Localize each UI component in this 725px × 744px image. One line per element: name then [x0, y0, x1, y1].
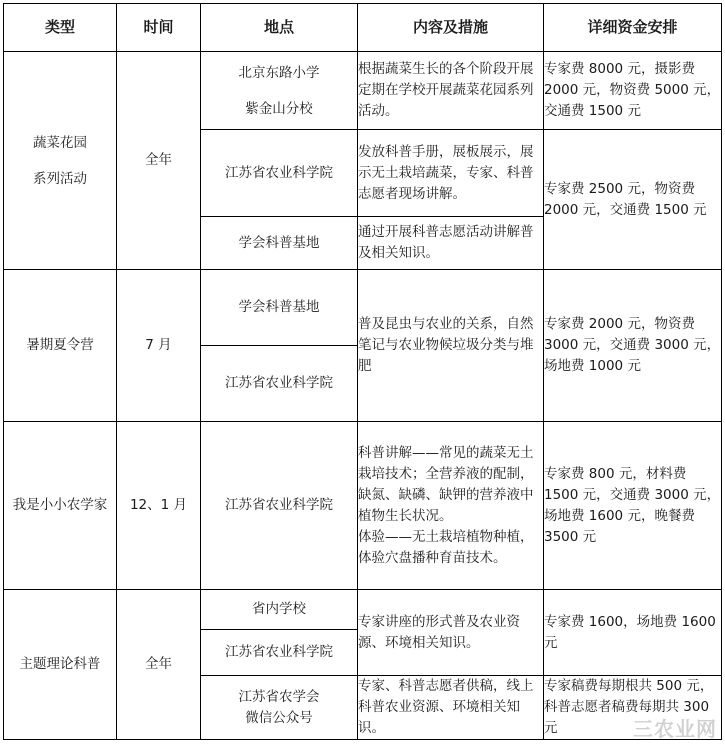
- header-type: 类型: [4, 4, 117, 52]
- time-cell: 7 月: [117, 270, 201, 422]
- table-row: [4, 590, 722, 630]
- header-time: 时间: [117, 4, 201, 52]
- funding-cell: 专家费 2500 元，物资费 2000 元，交通费 1500 元: [544, 130, 722, 270]
- location-cell: 江苏省农学会 微信公众号: [201, 676, 358, 740]
- location-cell: 江苏省农业科学院: [201, 422, 358, 590]
- table-row: [4, 270, 722, 346]
- table-row: [4, 52, 722, 130]
- funding-cell: 专家费 8000 元，摄影费 2000 元，物资费 5000 元，交通费 1500 元: [544, 52, 722, 130]
- location-cell: 北京东路小学 紫金山分校: [201, 52, 358, 130]
- content-cell: 发放科普手册，展板展示，展示无土栽培蔬菜，专家、科普志愿者现场讲解。: [358, 130, 544, 217]
- time-cell: 12、1 月: [117, 422, 201, 590]
- time-cell: 全年: [117, 590, 201, 740]
- type-cell: 主题理论科普: [4, 590, 117, 740]
- funding-cell: 专家费 1600，场地费 1600 元: [544, 590, 722, 676]
- funding-table: [3, 3, 722, 740]
- header-location: 地点: [201, 4, 358, 52]
- header-content: 内容及措施: [358, 4, 544, 52]
- location-cell: 学会科普基地: [201, 270, 358, 346]
- location-cell: 江苏省农业科学院: [201, 630, 358, 676]
- funding-cell: 专家稿费每期根共 500 元，科普志愿者稿费每期共 300 元: [544, 676, 722, 740]
- content-cell: 科普讲解——常见的蔬菜无土栽培技术；全营养液的配制，缺氮、缺磷、缺钾的营养液中植物生长状况。 体验——无土栽培植物种植，体验穴盘播种育苗技术。: [358, 422, 544, 590]
- watermark-text: 三农业网: [633, 717, 717, 741]
- table-row: [4, 422, 722, 590]
- content-cell: 普及昆虫与农业的关系，自然笔记与农业物候垃圾分类与堆肥: [358, 270, 544, 422]
- content-cell: 通过开展科普志愿活动讲解普及相关知识。: [358, 217, 544, 270]
- location-cell: 江苏省农业科学院: [201, 130, 358, 217]
- location-cell: 省内学校: [201, 590, 358, 630]
- content-cell: 专家讲座的形式普及农业资源、环境相关知识。: [358, 590, 544, 676]
- type-cell: 暑期夏令营: [4, 270, 117, 422]
- funding-cell: 专家费 800 元，材料费 1500 元，交通费 3000 元，场地费 1600 元，晚餐费 3500 元: [544, 422, 722, 590]
- time-cell: 全年: [117, 52, 201, 270]
- type-cell: 蔬菜花园 系列活动: [4, 52, 117, 270]
- location-cell: 江苏省农业科学院: [201, 346, 358, 422]
- type-cell: 我是小小农学家: [4, 422, 117, 590]
- content-cell: 根据蔬菜生长的各个阶段开展定期在学校开展蔬菜花园系列活动。: [358, 52, 544, 130]
- content-cell: 专家、科普志愿者供稿，线上科普农业资源、环境相关知识。: [358, 676, 544, 740]
- location-cell: 学会科普基地: [201, 217, 358, 270]
- header-row: [4, 4, 722, 52]
- header-funding: 详细资金安排: [544, 4, 722, 52]
- funding-cell: 专家费 2000 元，物资费 3000 元，交通费 3000 元，场地费 1000 元: [544, 270, 722, 422]
